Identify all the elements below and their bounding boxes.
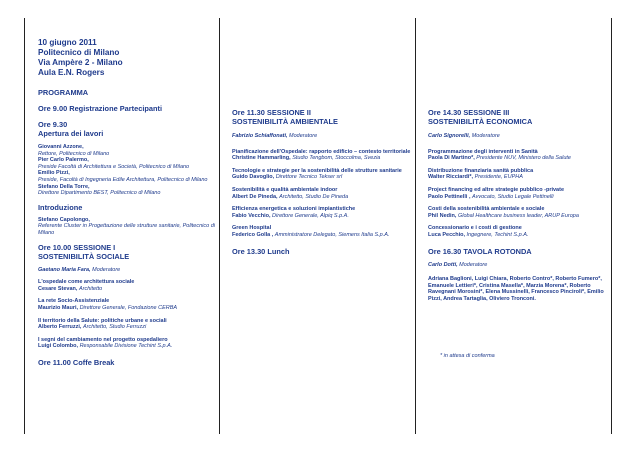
column-1 — [24, 18, 220, 434]
moderator-role: Moderatore — [459, 261, 488, 268]
moderator-name: Gaetano Maria Fara, — [38, 266, 91, 273]
talk-item — [428, 149, 611, 162]
programma-heading: PROGRAMMA — [38, 88, 89, 97]
talk-speaker-role: Architetto — [78, 285, 103, 292]
speaker-role: Preside Facoltà di Architettura e Società, Politecnico di Milano — [38, 163, 190, 170]
moderator-name: Carlo Dotti, — [428, 261, 458, 268]
talk-speaker-role: Direttore Tecnico Tekser srl — [275, 174, 343, 181]
speaker-name: Stefano Della Torre, — [38, 183, 90, 190]
opening-time: Ore 9.30 — [38, 120, 68, 129]
talk-speaker: Phil Nedin, — [428, 212, 457, 219]
talk-speaker: Paola Di Martino*, — [428, 155, 475, 162]
talk-title: Distribuzione finanziaria sanità pubblica — [428, 167, 534, 174]
talk-title: La rete Socio-Assistenziale — [38, 298, 110, 305]
talk-title: Project financing ed altre strategie pubblico -private — [428, 186, 565, 193]
talk-title: I segni del cambiamento nel progetto ospedaliero — [38, 336, 168, 343]
lunch: Ore 13.30 Lunch — [232, 246, 290, 256]
session3-moderator — [428, 133, 611, 140]
moderator-role: Moderatore — [289, 133, 318, 139]
talk-speaker: Guido Davoglio, — [232, 174, 275, 181]
talk-speaker: Maurizio Mauri, — [38, 304, 79, 311]
talk-speaker-role: Presidente NUV, Ministero della Salute — [476, 155, 571, 162]
speaker-role: Preside, Facoltà di Ingegneria Edile Architettura, Politecnico di Milano — [38, 176, 208, 183]
speaker-name: Emilio Pizzi, — [38, 170, 70, 177]
talk-speaker: Cesare Stevan, — [38, 285, 78, 292]
talk-speaker: Fabio Vecchio, — [232, 212, 271, 219]
talk-speaker: Albert De Pineda, — [232, 193, 278, 200]
speaker-name: Pier Carlo Palermo, — [38, 157, 89, 164]
intro-name: Stefano Capolongo, — [38, 216, 90, 223]
talk-title: L'ospedale come architettura sociale — [38, 279, 135, 286]
talk-title: Pianificazione dell'Ospedale: rapporto edificio – contesto territoriale — [232, 148, 411, 155]
talk-speaker-role: Direttore Generale, Alpiq S.p.A. — [272, 212, 349, 219]
intro-title: Introduzione — [38, 202, 83, 212]
talk-speaker-role: Responsabile Divisione Techint S.p.A. — [79, 343, 173, 350]
talk-speaker-role: Architetto, Studio Ferruzzi — [82, 324, 147, 331]
talk-speaker: Federico Golla , — [232, 231, 274, 238]
session2-time: Ore 11.30 SESSIONE II — [232, 108, 311, 117]
event-room: Aula E.N. Rogers — [38, 68, 105, 77]
moderator-role: Moderatore — [92, 266, 121, 273]
talk-speaker-role: Studio Tengbom, Stoccolma, Svezia — [292, 155, 381, 162]
talk-title: Tecnologie e strategie per la sostenibilità delle strutture sanitarie — [232, 167, 402, 174]
session3-title: SOSTENIBILITÀ ECONOMICA — [428, 117, 533, 126]
talk-item — [232, 225, 415, 238]
event-date: 10 giugno 2011 — [38, 38, 97, 47]
talk-item — [38, 279, 219, 292]
talk-item — [232, 187, 415, 200]
talk-title: Costi della sostenibilità ambientale e sociale — [428, 206, 545, 213]
talk-title: Sostenibilità e qualità ambientale indoor — [232, 186, 338, 193]
event-address: Via Ampère 2 - Milano — [38, 58, 123, 67]
intro-role: Referente Cluster in Progettazione delle strutture sanitarie, Politecnico di Milano — [38, 223, 216, 236]
moderator-role: Moderatore — [471, 133, 500, 139]
talk-title: Programmazione degli interventi in Sanità — [428, 148, 538, 155]
footnote: * in attesa di conferma — [440, 352, 495, 359]
talk-item — [428, 187, 611, 200]
talk-item — [38, 337, 219, 350]
talk-speaker: Alberto Ferruzzi, — [38, 324, 82, 331]
talk-title: Green Hospital — [232, 225, 272, 232]
registration-time: Ore 9.00 Registrazione Partecipanti — [38, 104, 163, 113]
talk-speaker: Paolo Pettinelli , — [428, 193, 471, 200]
talk-speaker-role: Direttore Generale, Fondazione CERBA — [79, 304, 178, 311]
talk-item — [232, 206, 415, 219]
session3-time: Ore 14.30 SESSIONE III — [428, 108, 510, 117]
speaker-role: Direttore Dipartimento BEST, Politecnico di Milano — [38, 190, 161, 197]
speaker-name: Giovanni Azzone, — [38, 144, 84, 150]
coffee-break: Ore 11.00 Coffe Break — [38, 357, 115, 367]
moderator-name: Carlo Signorelli, — [428, 133, 471, 139]
talk-item — [428, 206, 611, 219]
talk-title: Efficienza energetica e soluzioni impiantistiche — [232, 206, 356, 213]
talk-speaker-role: Global Healthcare business leader, ARUP Europa — [457, 212, 579, 219]
talk-speaker-role: Avvocato, Studio Legale Pettinelli — [472, 193, 554, 200]
talk-speaker: Luca Pecchio, — [428, 231, 465, 238]
round-table-moderator — [428, 262, 611, 269]
talk-item — [232, 149, 415, 162]
talk-title: Concessionario e i costi di gestione — [428, 225, 522, 232]
session2-moderator — [232, 133, 415, 140]
talk-speaker-role: Ingegnere, Techint S.p.A. — [466, 231, 529, 238]
round-table-time: Ore 16.30 TAVOLA ROTONDA — [428, 246, 532, 256]
talk-speaker: Luigi Colombo, — [38, 343, 79, 350]
column-2 — [220, 18, 416, 434]
talk-item — [428, 225, 611, 238]
session1-title: SOSTENIBILITÀ SOCIALE — [38, 251, 130, 261]
talk-item — [38, 318, 219, 331]
session1-time: Ore 10.00 SESSIONE I — [38, 242, 116, 252]
speaker-role: Rettore, Politecnico di Milano — [38, 150, 110, 157]
session1-moderator — [38, 267, 219, 274]
round-table-participants: Adriana Baglioni, Luigi Chiara, Roberto Contro*, Roberto Fumero*, Emanuele Lettieri*, Cristina Masella*, Marzia Morena*, Roberto Ravegnani Morosini*, Elena Mussinelli, Francesco Pinciroli*, Emilio Pizzi, Andrea Tartaglia, Oliviero Tronconi. — [428, 276, 604, 302]
speaker-list — [38, 144, 219, 197]
talk-speaker: Walter Ricciardi*, — [428, 174, 474, 181]
column-3 — [416, 18, 612, 434]
talk-speaker-role: Amministratore Delegato, Siemens Italia S.p.A. — [274, 231, 390, 238]
talk-speaker: Christine Hammarling, — [232, 155, 291, 162]
moderator-name: Fabrizio Schiaffonati, — [232, 133, 288, 139]
session2-title: SOSTENIBILITÀ AMBIENTALE — [232, 117, 338, 126]
talk-item — [428, 168, 611, 181]
talk-item — [38, 298, 219, 311]
talk-item — [232, 168, 415, 181]
opening-title: Apertura dei lavori — [38, 129, 104, 138]
talk-speaker-role: Presidente, EUPHA — [474, 174, 523, 181]
event-venue: Politecnico di Milano — [38, 48, 120, 57]
talk-speaker-role: Architetto, Studio De Pineda — [279, 193, 349, 200]
talk-title: Il territorio della Salute: politiche urbane e sociali — [38, 317, 167, 324]
